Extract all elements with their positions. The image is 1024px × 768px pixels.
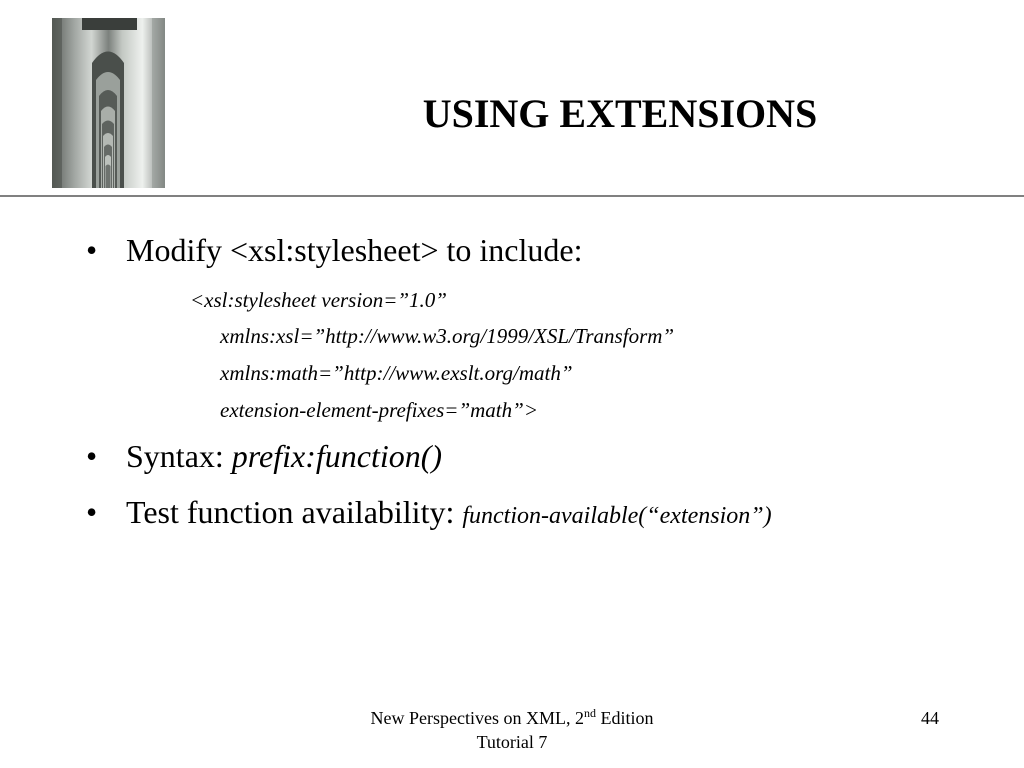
footer-edition: Edition	[595, 708, 654, 728]
code-line: <xsl:stylesheet version=”1.0”	[190, 288, 447, 312]
bullet-syntax	[86, 438, 442, 475]
bullet-text: Modify <xsl:stylesheet> to include:	[126, 232, 583, 268]
footer-title-line	[300, 706, 724, 730]
page-number: 44	[921, 708, 939, 728]
footer-tutorial: Tutorial 7	[476, 732, 548, 752]
bullet-modify-stylesheet	[86, 232, 582, 269]
bullet-prefix: Test function availability:	[126, 494, 463, 530]
bullet-dot: •	[86, 232, 98, 268]
title-divider	[0, 195, 1024, 197]
bridge-arches-photo	[52, 18, 165, 188]
footer-superscript: nd	[583, 706, 596, 720]
bullet-dot: •	[86, 438, 98, 474]
code-line: extension-element-prefixes=”math”>	[220, 398, 538, 422]
footer-book-info	[300, 706, 724, 754]
bullet-prefix: Syntax:	[126, 438, 232, 474]
slide-title: USING EXTENSIONS	[422, 91, 818, 136]
bullet-dot: •	[86, 494, 98, 530]
function-available-example: function-available(“extension”)	[462, 503, 772, 529]
syntax-example: prefix:function()	[231, 438, 443, 474]
footer-book-title: New Perspectives on XML, 2	[370, 708, 584, 728]
code-line: xmlns:xsl=”http://www.w3.org/1999/XSL/Transform”	[220, 324, 675, 348]
code-line: xmlns:math=”http://www.exslt.org/math”	[220, 361, 573, 385]
bullet-test-availability	[86, 494, 772, 531]
